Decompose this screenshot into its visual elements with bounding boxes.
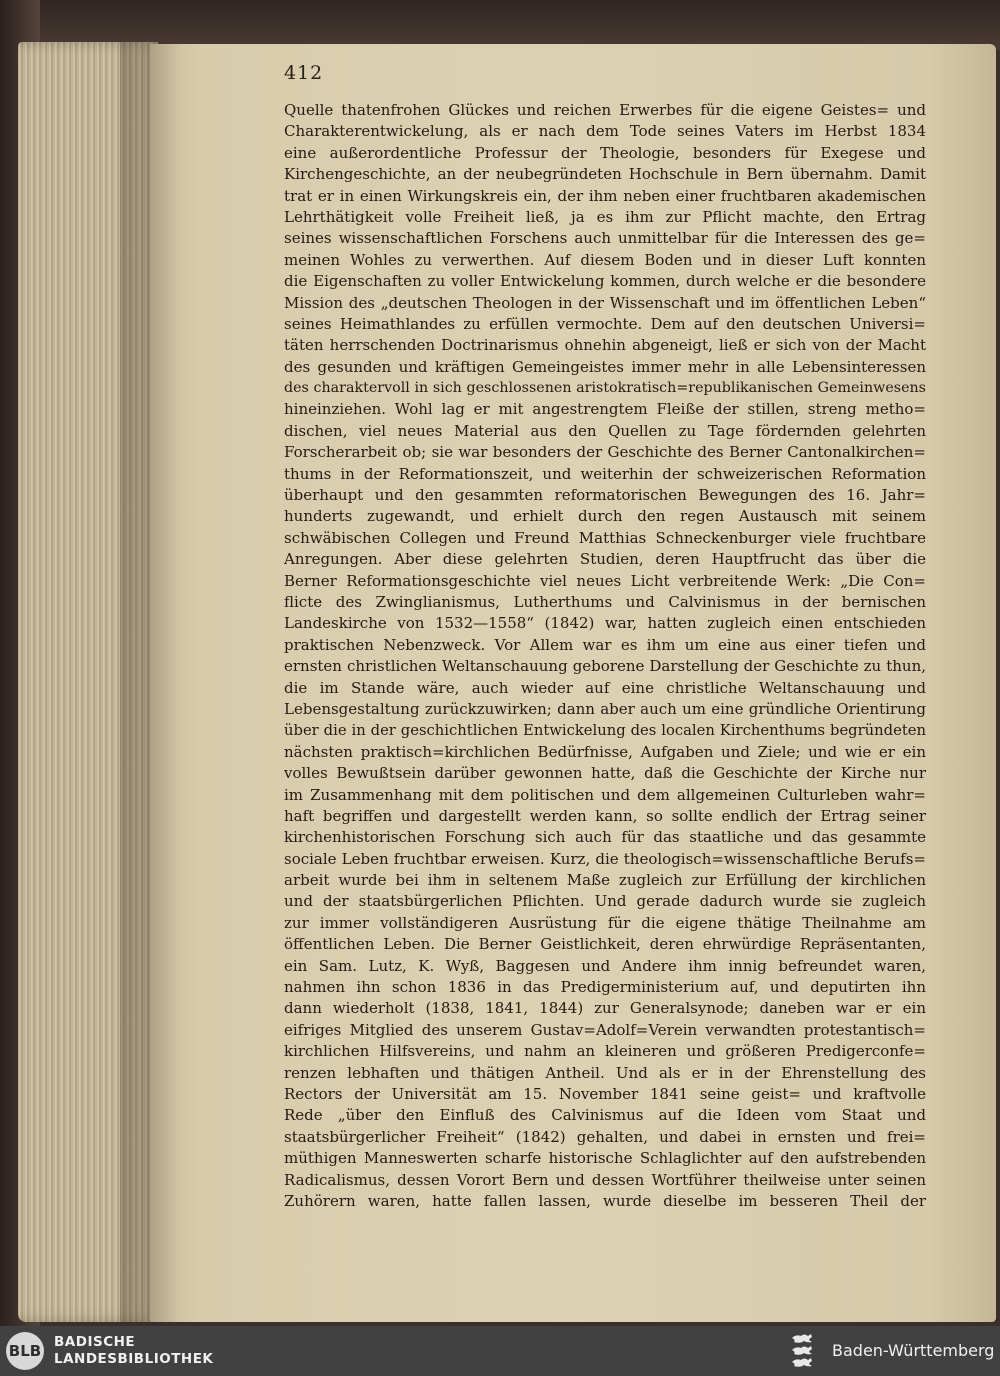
text-line: Mission des „deutschen Theologen in der Wissenschaft und im öffentlichen Leben“ <box>284 293 926 312</box>
text-line: staatsbürgerlicher Freiheit“ (1842) gehalten, und dabei in ernsten und frei= <box>284 1127 926 1146</box>
text-line: Forscherarbeit ob; sie war besonders der Geschichte des Berner Cantonalkirchen= <box>284 443 926 462</box>
text-line: Lehrthätigkeit volle Freiheit ließ, ja es ihm zur Pflicht machte, den Ertrag <box>284 207 926 226</box>
text-line: Quelle thatenfrohen Glückes und reichen Erwerbes für die eigene Geistes= und <box>284 101 926 119</box>
text-line: trat er in einen Wirkungskreis ein, der ihm neben einer fruchtbaren akademischen <box>284 186 926 205</box>
text-line: Anregungen. Aber diese gelehrten Studien, deren Hauptfrucht das über die <box>284 550 926 569</box>
text-line: seines Heimathlandes zu erfüllen vermochte. Dem auf den deutschen Universi= <box>284 314 926 333</box>
text-line: im Zusammenhang mit dem politischen und dem allgemeinen Culturleben wahr= <box>284 785 926 804</box>
library-name-line2: LANDESBIBLIOTHEK <box>54 1351 214 1367</box>
text-line: Radicalismus, dessen Vorort Bern und dessen Wortführer theilweise unter seinen <box>284 1170 926 1189</box>
text-line: Kirchengeschichte, an der neubegründeten Hochschule in Bern übernahm. Damit <box>284 165 926 184</box>
text-line: thums in der Reformationszeit, und weiterhin der schweizerischen Reformation <box>284 464 926 483</box>
text-line: seines wissenschaftlichen Forschens auch unmittelbar für die Interessen des ge= <box>284 229 926 248</box>
text-line: hunderts zugewandt, und erhielt durch den regen Austausch mit seinem <box>284 507 926 526</box>
text-line: Lebensgestaltung zurückzuwirken; dann aber auch um eine gründliche Orientirung <box>284 699 926 718</box>
text-line: dann wiederholt (1838, 1841, 1844) zur Generalsynode; daneben war er ein <box>284 999 926 1018</box>
text-line: haft begriffen und dargestellt werden kann, so sollte endlich der Ertrag seiner <box>284 806 926 825</box>
baden-wuerttemberg-lions-icon <box>788 1332 824 1370</box>
text-line: öffentlichen Leben. Die Berner Geistlichkeit, deren ehrwürdige Repräsentanten, <box>284 935 926 954</box>
text-line: täten herrschenden Doctrinarismus ohnehin abgeneigt, ließ er sich von der Macht <box>284 336 926 355</box>
text-line: renzen lebhaften und thätigen Antheil. Und als er in der Ehrenstellung des <box>284 1063 926 1082</box>
text-line: kirchenhistorischen Forschung sich auch für das staatliche und das gesammte <box>284 828 926 847</box>
text-line: des charaktervoll in sich geschlossenen aristokratisch=republikanischen Gemeinwesens <box>284 380 926 397</box>
text-line: Charakterentwickelung, als er nach dem Tode seines Vaters im Herbst 1834 <box>284 122 926 141</box>
text-line: dischen, viel neues Material aus den Quellen zu Tage fördernden gelehrten <box>284 421 926 440</box>
library-name[interactable] <box>54 1334 213 1368</box>
text-line: praktischen Nebenzweck. Vor Allem war es ihm um eine aus einer tiefen und <box>284 635 926 654</box>
footer-bar <box>0 1326 1000 1376</box>
page-number: 412 <box>284 62 324 84</box>
body-text <box>284 100 926 1212</box>
text-line: und der staatsbürgerlichen Pflichten. Und gerade dadurch wurde sie zugleich <box>284 892 926 911</box>
text-line: nächsten praktisch=kirchlichen Bedürfnisse, Aufgaben und Ziele; und wie er ein <box>284 742 926 761</box>
text-line: die im Stande wäre, auch wieder auf eine christliche Weltanschauung und <box>284 678 926 697</box>
text-line: ein Sam. Lutz, K. Wyß, Baggesen und Andere ihm innig befreundet waren, <box>284 956 926 975</box>
text-line: die Eigenschaften zu voller Entwickelung kommen, durch welche er die besondere <box>284 272 926 291</box>
text-line: des gesunden und kräftigen Gemeingeistes immer mehr in alle Lebensinteressen <box>284 357 926 376</box>
text-line: kirchlichen Hilfsvereins, und nahm an kleineren und größeren Predigerconfe= <box>284 1042 926 1061</box>
text-line: müthigen Manneswerten scharfe historische Schlaglichter auf den aufstrebenden <box>284 1149 926 1168</box>
text-line: Rede „über den Einfluß des Calvinismus auf die Ideen vom Staat und <box>284 1106 926 1125</box>
text-line: Rectors der Universität am 15. November 1841 seine geist= und kraftvolle <box>284 1084 926 1103</box>
text-line: überhaupt und den gesammten reformatorischen Bewegungen des 16. Jahr= <box>284 486 926 505</box>
gutter-shadow <box>120 42 180 1322</box>
text-line: zur immer vollständigeren Ausrüstung für die eigene thätige Theilnahme am <box>284 913 926 932</box>
text-line: arbeit wurde bei ihm in seltenem Maße zugleich zur Erfüllung der kirchlichen <box>284 871 926 890</box>
text-line: ernsten christlichen Weltanschauung geborene Darstellung der Geschichte zu thun, <box>284 657 926 676</box>
text-line: schwäbischen Collegen und Freund Matthias Schneckenburger viele fruchtbare <box>284 528 926 547</box>
text-line: sociale Leben fruchtbar erweisen. Kurz, die theologisch=wissenschaftliche Berufs= <box>284 849 926 868</box>
text-line: hineinziehen. Wohl lag er mit angestrengtem Fleiße der stillen, streng metho= <box>284 400 926 419</box>
text-line: eine außerordentliche Professur der Theologie, besonders für Exegese und <box>284 143 926 162</box>
text-line: meinen Wohles zu verwerthen. Auf diesem Boden und in dieser Luft konnten <box>284 250 926 269</box>
text-line: flicte des Zwinglianismus, Lutherthums und Calvinismus in der bernischen <box>284 592 926 611</box>
text-line: Berner Reformationsgeschichte viel neues Licht verbreitende Werk: „Die Con= <box>284 571 926 590</box>
blb-logo[interactable]: BLB <box>6 1332 44 1370</box>
text-line: eifriges Mitglied des unserem Gustav=Adolf=Verein verwandten protestantisch= <box>284 1020 926 1039</box>
library-name-line1: BADISCHE <box>54 1334 136 1350</box>
text-line: Zuhörern waren, hatte fallen lassen, wurde dieselbe im besseren Theil der <box>284 1191 926 1210</box>
text-line: nahmen ihn schon 1836 in das Predigerministerium auf, und deputirten ihn <box>284 978 926 997</box>
text-line: Landeskirche von 1532—1558“ (1842) war, hatten zugleich einen entschieden <box>284 614 926 633</box>
text-line: über die in der geschichtlichen Entwickelung des localen Kirchenthums begründeten <box>284 722 926 740</box>
state-name[interactable]: Baden-Württemberg <box>832 1341 995 1360</box>
text-line: volles Bewußtsein darüber gewonnen hatte, daß die Geschichte der Kirche nur <box>284 764 926 783</box>
